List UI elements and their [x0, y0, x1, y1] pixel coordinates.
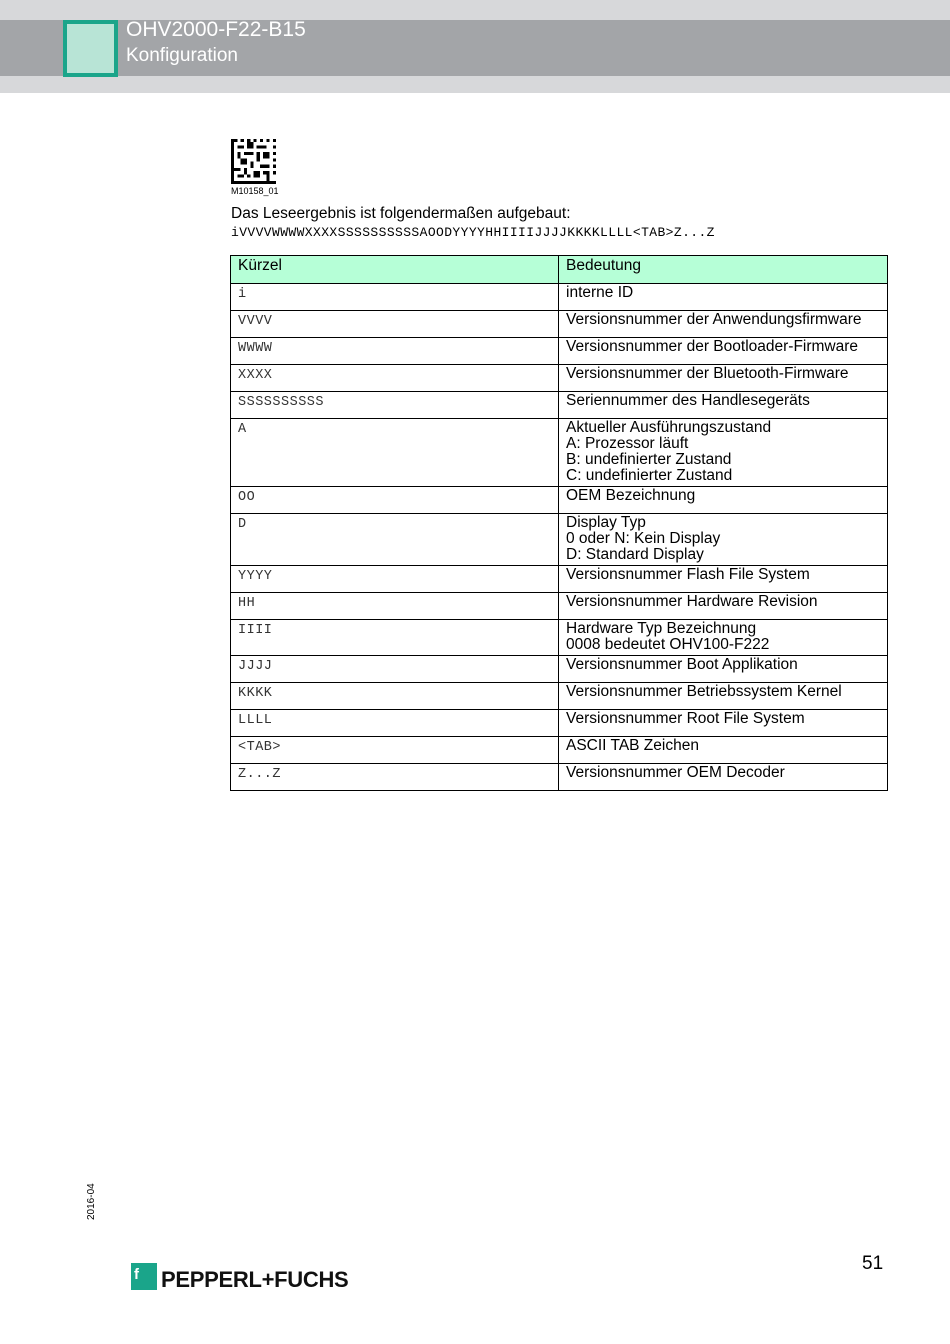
table-row: [231, 683, 888, 710]
brand-mark-icon: f: [131, 1263, 157, 1290]
row-meaning: [559, 419, 888, 487]
document-subtitle: Konfiguration: [126, 45, 238, 66]
row-meaning: [559, 683, 888, 710]
meaning-line: 0008 bedeutet OHV100-F222: [566, 636, 770, 653]
row-code: YYYY: [231, 566, 559, 593]
row-meaning: [559, 514, 888, 566]
header-top-bar: [0, 0, 950, 20]
row-meaning: [559, 311, 888, 338]
page-number: 51: [862, 1253, 884, 1274]
row-code: D: [231, 514, 559, 566]
row-code: A: [231, 419, 559, 487]
brand-logo: [131, 1259, 348, 1293]
column-header-meaning: Bedeutung: [559, 256, 888, 284]
meaning-line: D: Standard Display: [566, 546, 704, 563]
row-meaning: [559, 764, 888, 791]
meaning-line: 0 oder N: Kein Display: [566, 530, 721, 547]
meaning-line: OEM Bezeichnung: [566, 487, 696, 504]
meaning-line: C: undefinierter Zustand: [566, 467, 733, 484]
barcode-id-label: M10158_01: [231, 186, 279, 196]
table-row: [231, 710, 888, 737]
row-meaning: [559, 656, 888, 683]
table-row: [231, 656, 888, 683]
meaning-line: B: undefinierter Zustand: [566, 451, 732, 468]
row-meaning: [559, 620, 888, 656]
row-meaning: [559, 392, 888, 419]
meaning-line: Versionsnummer der Bluetooth-Firmware: [566, 365, 849, 382]
meaning-line: Seriennummer des Handlesegeräts: [566, 392, 810, 409]
table-row: [231, 764, 888, 791]
row-code: HH: [231, 593, 559, 620]
meaning-line: Versionsnummer der Anwendungsfirmware: [566, 311, 862, 328]
brand-name: PEPPERL+FUCHS: [161, 1267, 349, 1292]
row-code: LLLL: [231, 710, 559, 737]
row-code: <TAB>: [231, 737, 559, 764]
table-row: [231, 737, 888, 764]
table-row: [231, 284, 888, 311]
row-code: Z...Z: [231, 764, 559, 791]
meaning-line: Versionsnummer Hardware Revision: [566, 593, 818, 610]
row-code: JJJJ: [231, 656, 559, 683]
format-string: iVVVVWWWWXXXXSSSSSSSSSSAOODYYYYHHIIIIJJJJKKKKLLLL<TAB>Z...Z: [231, 225, 715, 240]
row-code: KKKK: [231, 683, 559, 710]
publication-date: 2016-04: [86, 1183, 97, 1220]
code-table: [230, 255, 888, 791]
row-code: VVVV: [231, 311, 559, 338]
table-row: [231, 593, 888, 620]
header-bottom-bar: [0, 76, 950, 93]
table-row: [231, 419, 888, 487]
column-header-code: Kürzel: [231, 256, 559, 284]
meaning-line: Display Typ: [566, 514, 646, 531]
meaning-line: Versionsnummer Boot Applikation: [566, 656, 798, 673]
datamatrix-barcode: [231, 139, 276, 184]
header-logo-square: [63, 20, 118, 77]
meaning-line: Versionsnummer Betriebssystem Kernel: [566, 683, 842, 700]
table-body: [231, 284, 888, 791]
row-meaning: [559, 737, 888, 764]
row-code: XXXX: [231, 365, 559, 392]
row-meaning: [559, 284, 888, 311]
meaning-line: Hardware Typ Bezeichnung: [566, 620, 757, 637]
table-row: [231, 566, 888, 593]
row-meaning: [559, 593, 888, 620]
meaning-line: ASCII TAB Zeichen: [566, 737, 699, 754]
table-row: [231, 487, 888, 514]
table-row: [231, 311, 888, 338]
table-row: [231, 392, 888, 419]
document-title: OHV2000-F22-B15: [126, 18, 306, 41]
row-code: i: [231, 284, 559, 311]
meaning-line: Versionsnummer Root File System: [566, 710, 805, 727]
table-row: [231, 365, 888, 392]
meaning-line: Aktueller Ausführungszustand: [566, 419, 772, 436]
row-meaning: [559, 710, 888, 737]
table-header-row: [231, 256, 888, 284]
meaning-line: Versionsnummer der Bootloader-Firmware: [566, 338, 859, 355]
table-row: [231, 620, 888, 656]
row-code: IIII: [231, 620, 559, 656]
table-row: [231, 338, 888, 365]
row-code: OO: [231, 487, 559, 514]
table-row: [231, 514, 888, 566]
meaning-line: interne ID: [566, 284, 634, 301]
row-meaning: [559, 365, 888, 392]
row-meaning: [559, 487, 888, 514]
row-code: SSSSSSSSSS: [231, 392, 559, 419]
meaning-line: Versionsnummer Flash File System: [566, 566, 810, 583]
meaning-line: Versionsnummer OEM Decoder: [566, 764, 785, 781]
row-meaning: [559, 566, 888, 593]
row-code: WWWW: [231, 338, 559, 365]
row-meaning: [559, 338, 888, 365]
intro-text: Das Leseergebnis ist folgendermaßen aufgebaut:: [231, 205, 571, 222]
meaning-line: A: Prozessor läuft: [566, 435, 689, 452]
